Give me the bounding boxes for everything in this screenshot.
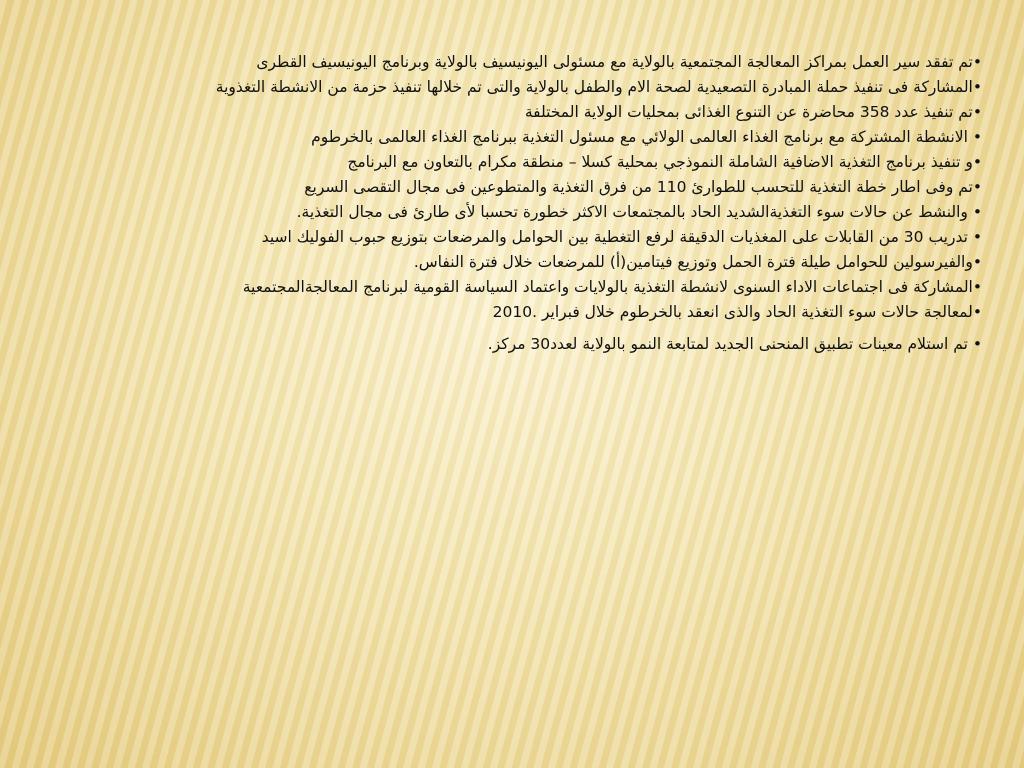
bullet-item: •والفيرسولين للحوامل طيلة فترة الحمل وتوزيع فيتامين(أ) للمرضعات خلال فترة النفاس.	[413, 253, 982, 271]
bullet-item: •المشاركة فى اجتماعات الاداء السنوى لانشطة التغذية بالولايات واعتماد السياسة القومية لبرنامج المعالجةالمجتمعية	[242, 278, 982, 296]
bullet-item: •تم تفقد سير العمل بمراكز المعالجة المجتمعية بالولاية مع مسئولى اليونيسيف بالولاية وبرنامج اليونيسيف القطرى	[256, 53, 982, 71]
bullet-item: • الانشطة المشتركة مع برنامج الغذاء العالمى الولائي مع مسئول التغذية ببرنامج الغذاء العالمى بالخرطوم	[311, 128, 982, 146]
bullet-item: • تدريب 30 من القابلات على المغذيات الدقيقة لرفع التغطية بين الحوامل والمرضعات بتوزيع حبوب الفوليك اسيد	[261, 228, 982, 246]
bullet-item: •المشاركة فى تنفيذ حملة المبادرة التصعيدية لصحة الام والطفل بالولاية والتى تم خلالها تنفيذ حزمة من الانشطة التغذوية	[215, 78, 982, 96]
bullet-item: •و تنفيذ برنامج التغذية الاضافية الشاملة النموذجي بمحلية كسلا – منطقة مكرام بالتعاون مع البرنامج	[347, 153, 982, 171]
bullet-item: •لمعالجة حالات سوء التغذية الحاد والذى انعقد بالخرطوم خلال فبراير .2010	[492, 303, 982, 321]
bullet-item: • والنشط عن حالات سوء التغذيةالشديد الحاد بالمجتمعات الاكثر خطورة تحسبا لأى طارئ فى مجال التغذية.	[296, 203, 982, 221]
bullet-item: •تم تنفيذ عدد 358 محاضرة عن التنوع الغذائى بمحليات الولاية المختلفة	[524, 103, 982, 121]
bullet-item: • تم استلام معينات تطبيق المنحنى الجديد لمتابعة النمو بالولاية لعدد30 مركز.	[487, 335, 982, 353]
slide-body	[52, 50, 982, 357]
bullet-item: •تم وفى اطار خطة التغذية للتحسب للطوارئ 110 من فرق التغذية والمتطوعين فى مجال التقصى السريع	[304, 178, 982, 196]
